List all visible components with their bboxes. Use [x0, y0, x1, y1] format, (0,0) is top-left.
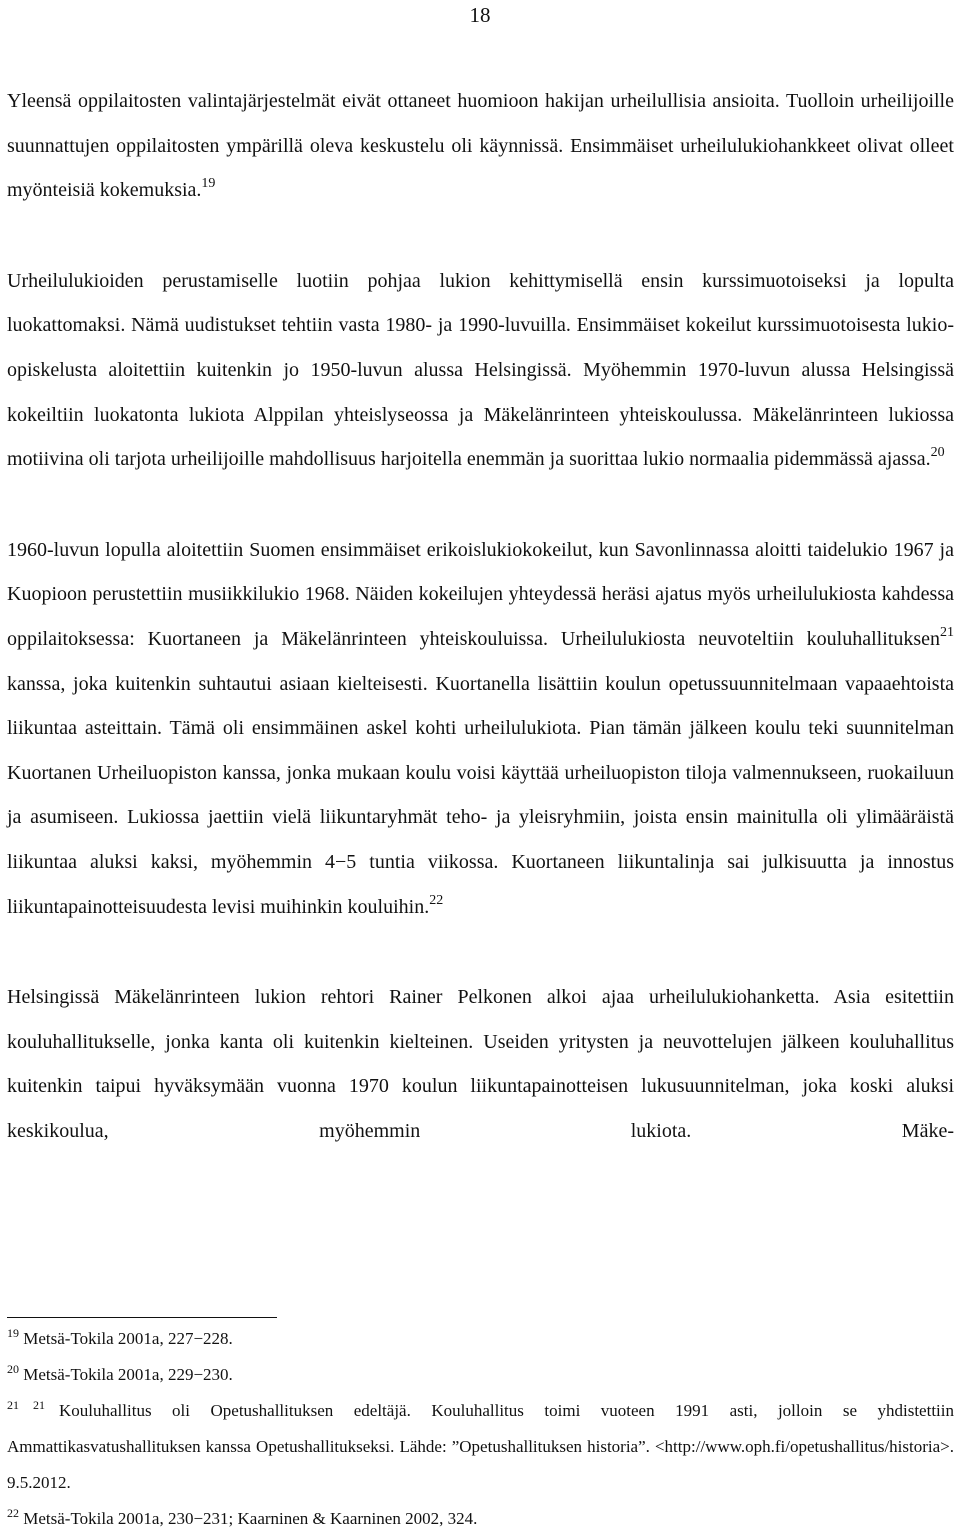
paragraph-text: Helsingissä Mäkelänrinteen lukion rehtori Rainer Pelkonen alkoi ajaa urheilulukiohanketta. Asia esitettiin kouluhallitukselle, jonka kanta oli kuitenkin kielteinen. Useiden yritysten ja neuvottelujen jälkeen kouluhallitus kuitenkin taipui hyväksymään vuonna 1970 koulun liikuntapainotteisen lukusuunnitelman, joka koski aluksi keskikoulua, myöhemmin lukiota. Mäke-	[7, 986, 954, 1142]
footnote-text: Metsä-Tokila 2001a, 230−231; Kaarninen & Kaarninen 2002, 324.	[23, 1509, 478, 1528]
paragraph-text: 1960-luvun lopulla aloitettiin Suomen ensimmäiset erikoislukiokokeilut, kun Savonlinnassa aloitti taidelukio 1967 ja Kuopioon perustettiin musiikkilukio 1968. Näiden kokeilujen yhteydessä heräsi ajatus myös urheilulukiosta kahdessa oppilaitoksessa: Kuortaneen ja Mäkelänrinteen yhteiskouluissa. Urheilulukiosta neuvoteltiin kouluhallituksen	[7, 538, 954, 650]
paragraph-4	[7, 975, 954, 1153]
footnote-mark: 21	[7, 1398, 19, 1412]
footnote-19	[7, 1321, 954, 1357]
footnote-reference: 21	[940, 624, 954, 640]
footnote-separator	[7, 1317, 277, 1318]
footnote-21	[7, 1393, 954, 1501]
footnote-mark: 22	[7, 1506, 19, 1520]
footnote-text: Metsä-Tokila 2001a, 227−228.	[23, 1329, 233, 1348]
paragraph-text: Yleensä oppilaitosten valintajärjestelmät eivät ottaneet huomioon hakijan urheilullisia ansioita. Tuolloin urheilijoille suunnattujen oppilaitosten ympärillä oleva keskustelu oli käynnissä. Ensimmäiset urheilulukiohankkeet olivat olleet myönteisiä kokemuksia.	[7, 90, 954, 202]
page-number: 18	[469, 3, 491, 27]
paragraph-3	[7, 528, 954, 929]
footnote-reference: 20	[930, 445, 945, 461]
footnote-reference: 22	[429, 892, 444, 908]
footnote-reference: 19	[201, 176, 216, 192]
footnote-mark: 21	[33, 1398, 45, 1412]
paragraph-2	[7, 259, 954, 482]
paragraph-text: Urheilulukioiden perustamiselle luotiin pohjaa lukion kehittymisellä ensin kurssimuotoiseksi ja lopulta luokattomaksi. Nämä uudistukset tehtiin vasta 1980- ja 1990-luvuilla. Ensimmäiset kokeilut kurssimuotoisesta lukio-opiskelusta aloitettiin kuitenkin jo 1950-luvun alussa Helsingissä. Myöhemmin 1970-luvun alussa Helsingissä kokeiltiin luokatonta lukiota Alppilan yhteislyseossa ja Mäkelänrinteen yhteiskoulussa. Mäkelänrinteen lukiossa motiivina oli tarjota urheilijoille mahdollisuus harjoitella enemmän ja suorittaa lukio normaalia pidemmässä ajassa.	[7, 269, 954, 471]
footnote-mark: 20	[7, 1362, 19, 1376]
footnote-text: Kouluhallitus oli Opetushallituksen edeltäjä. Kouluhallitus toimi vuoteen 1991 asti, jolloin se yhdistettiin Ammattikasvatushallituksen kanssa Opetushallitukseksi. Lähde: ”Opetushallituksen historia”. <http://www.oph.fi/opetushallitus/historia>. 9.5.2012.	[7, 1401, 954, 1492]
paragraph-1	[7, 79, 954, 213]
footnote-text: Metsä-Tokila 2001a, 229−230.	[23, 1365, 233, 1384]
footnote-20	[7, 1357, 954, 1393]
paragraph-text: kanssa, joka kuitenkin suhtautui asiaan kielteisesti. Kuortanella lisättiin koulun opetussuunnitelmaan vapaaehtoista liikuntaa asteittain. Tämä oli ensimmäinen askel kohti urheilulukiota. Pian tämän jälkeen koulu teki suunnitelman Kuortanen Urheiluopiston kanssa, jonka mukaan koulu voisi käyttää urheiluopiston tiloja valmennukseen, ruokailuun ja asumiseen. Lukiossa jaettiin vielä liikuntaryhmät teho- ja yleisryhmiin, joista ensin mainitulla oli ylimääräistä liikuntaa aluksi kaksi, myöhemmin 4−5 tuntia viikossa. Kuortaneen liikuntalinja sai julkisuutta ja innostus liikuntapainotteisuudesta levisi muihinkin kouluihin.	[7, 672, 954, 918]
footnotes	[7, 1321, 954, 1537]
body-text	[7, 79, 954, 1153]
footnote-mark: 19	[7, 1326, 19, 1340]
footnote-22	[7, 1501, 954, 1537]
